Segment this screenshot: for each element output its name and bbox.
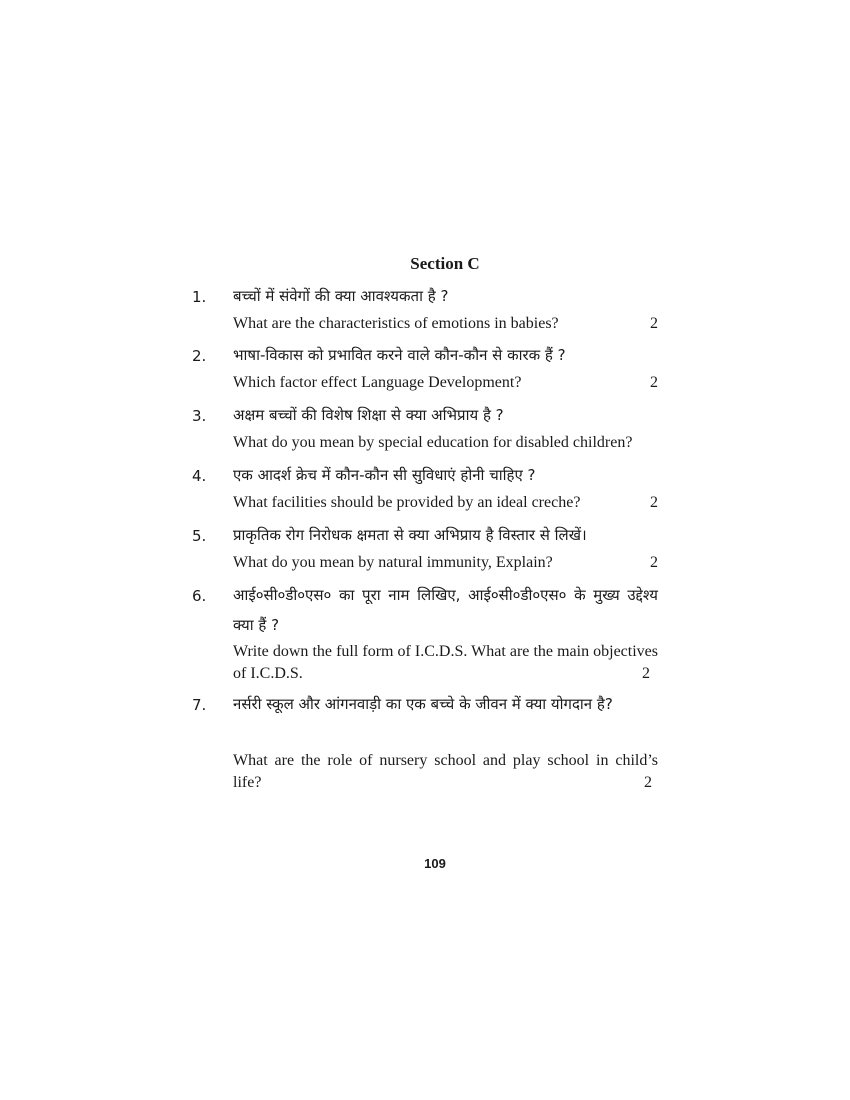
question-4 xyxy=(192,465,658,517)
page-number: 109 xyxy=(424,856,446,871)
question-english-text: Write down the full form of I.C.D.S. What are the main objectives of I.C.D.S. xyxy=(233,643,658,682)
question-english: Which factor effect Language Development? xyxy=(233,374,522,391)
question-number: 4. xyxy=(192,467,207,485)
question-number: 1. xyxy=(192,288,207,306)
question-english xyxy=(233,750,658,794)
question-number: 2. xyxy=(192,347,207,365)
question-2 xyxy=(192,345,658,397)
question-5 xyxy=(192,525,658,577)
section-title: Section C xyxy=(410,254,480,273)
question-hindi: आई०सी०डी०एस० का पूरा नाम लिखिए, आई०सी०डी०एस० के मुख्य उद्देश्य क्या हैं ? xyxy=(233,586,658,634)
question-number: 6. xyxy=(192,587,207,605)
question-hindi: एक आदर्श क्रेच में कौन-कौन सी सुविधाएं होनी चाहिए ? xyxy=(233,466,536,484)
question-hindi: अक्षम बच्चों की विशेष शिक्षा से क्या अभिप्राय है ? xyxy=(233,406,504,424)
question-hindi: नर्सरी स्कूल और आंगनवाड़ी का एक बच्चे के जीवन में क्या योगदान है? xyxy=(233,695,613,713)
question-hindi: भाषा-विकास को प्रभावित करने वाले कौन-कौन से कारक हैं ? xyxy=(233,346,566,364)
question-marks: 2 xyxy=(644,774,652,791)
question-1 xyxy=(192,286,658,338)
question-english xyxy=(233,641,658,685)
question-number: 3. xyxy=(192,407,207,425)
question-hindi: बच्चों में संवेगों की क्या आवश्यकता है ? xyxy=(233,287,449,305)
question-hindi: प्राकृतिक रोग निरोधक क्षमता से क्या अभिप्राय है विस्तार से लिखें। xyxy=(233,526,587,544)
question-marks: 2 xyxy=(650,315,658,332)
question-english: What do you mean by natural immunity, Explain? xyxy=(233,554,553,571)
question-marks: 2 xyxy=(650,554,658,571)
question-english: What facilities should be provided by an ideal creche? xyxy=(233,494,581,511)
question-3 xyxy=(192,405,658,457)
question-english-text: What are the role of nursery school and play school in child’s life? xyxy=(233,752,658,791)
question-english: What are the characteristics of emotions in babies? xyxy=(233,315,559,332)
question-7 xyxy=(192,694,658,794)
question-marks: 2 xyxy=(642,665,650,682)
question-number: 7. xyxy=(192,696,207,714)
question-marks: 2 xyxy=(650,374,658,391)
question-6 xyxy=(192,585,658,685)
question-english: What do you mean by special education for disabled children? xyxy=(233,434,633,451)
question-number: 5. xyxy=(192,527,207,545)
question-marks: 2 xyxy=(650,494,658,511)
